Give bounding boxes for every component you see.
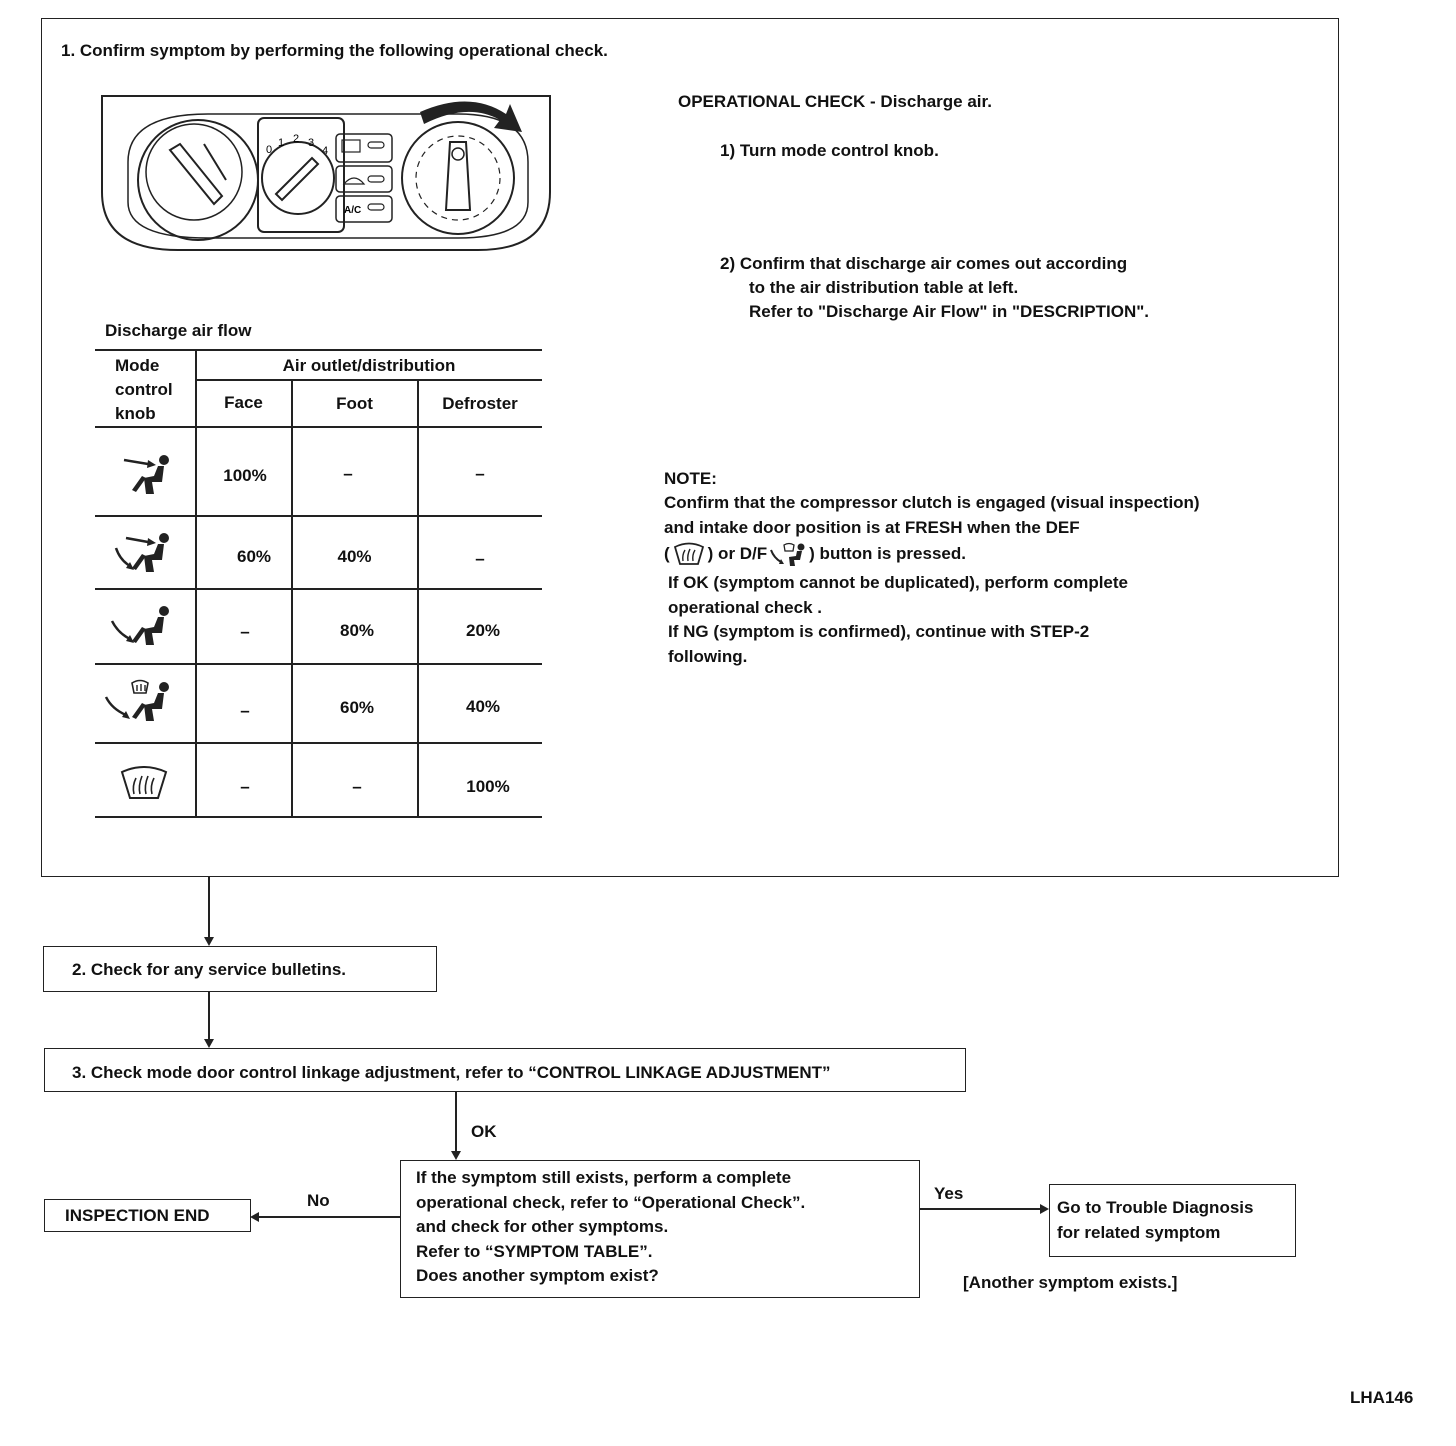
row1-defroster: –	[475, 464, 485, 483]
fan-label-4: 4	[322, 145, 329, 157]
df-button-icon	[769, 542, 807, 566]
table-vline-2	[291, 380, 293, 818]
table-title: Discharge air flow	[105, 321, 252, 340]
figure-id: LHA146	[1350, 1388, 1414, 1407]
no-label: No	[307, 1191, 330, 1210]
row1-face: 100%	[223, 466, 267, 485]
table-vline-3	[417, 380, 419, 818]
fan-label-2: 2	[293, 133, 300, 145]
row5-foot: –	[352, 777, 362, 796]
step1-title: 1. Confirm symptom by performing the following operational check.	[61, 41, 608, 60]
table-bottom-rule	[95, 816, 542, 818]
connector-yes	[920, 1208, 1040, 1210]
table-row-rule-3	[95, 663, 542, 665]
col-foot-header: Foot	[336, 394, 373, 413]
another-symptom-label: [Another symptom exists.]	[963, 1273, 1178, 1292]
row2-foot: 40%	[337, 547, 372, 566]
table-row-rule-2	[95, 588, 542, 590]
note-line-6: If NG (symptom is confirmed), continue with STEP-2	[668, 622, 1090, 641]
note-line-3	[664, 541, 966, 567]
col-mode-line-3: knob	[115, 404, 156, 423]
table-top-rule	[95, 349, 542, 351]
note-line-3b: ) or D/F	[707, 544, 768, 563]
fan-label-3: 3	[308, 137, 315, 149]
op-check-item-1: 1) Turn mode control knob.	[720, 141, 939, 160]
connector-2-3	[208, 992, 210, 1039]
connector-1-2	[208, 877, 210, 937]
decision-line-2: operational check, refer to “Operational Check”.	[416, 1193, 806, 1212]
fan-label-1: 1	[278, 137, 285, 149]
step2-text: 2. Check for any service bulletins.	[72, 960, 347, 979]
col-face-header: Face	[224, 393, 263, 412]
vent-mode-icon	[118, 452, 174, 498]
note-line-5: operational check .	[668, 598, 822, 617]
fan-speed-knob-icon	[258, 118, 344, 232]
row5-face: –	[240, 777, 250, 796]
arrow-1-2	[204, 937, 214, 946]
row2-face: 60%	[236, 547, 272, 566]
col-group-header: Air outlet/distribution	[282, 356, 456, 375]
bi-level-mode-icon	[112, 530, 174, 576]
row4-foot: 60%	[339, 698, 375, 717]
op-check-item-2-line-3: Refer to "Discharge Air Flow" in "DESCRIPTION".	[749, 302, 1149, 321]
decision-line-4: Refer to “SYMPTOM TABLE”.	[416, 1242, 653, 1261]
temperature-knob-icon	[138, 120, 258, 240]
note-line-2: and intake door position is at FRESH when the DEF	[664, 518, 1080, 537]
op-check-item-2-line-2: to the air distribution table at left.	[749, 278, 1019, 297]
defrost-mode-icon	[118, 766, 170, 802]
row3-defroster: 20%	[465, 621, 501, 640]
note-line-3a: (	[664, 544, 670, 563]
decision-line-5: Does another symptom exist?	[416, 1266, 659, 1285]
note-line-1: Confirm that the compressor clutch is engaged (visual inspection)	[664, 493, 1200, 512]
row2-defroster: –	[475, 549, 485, 568]
row3-face: –	[240, 622, 250, 641]
row5-defroster: 100%	[466, 777, 510, 796]
row4-face: –	[240, 701, 250, 720]
arrow-2-3	[204, 1039, 214, 1048]
row1-foot: –	[343, 464, 353, 483]
foot-defrost-mode-icon	[102, 679, 174, 725]
note-line-4: If OK (symptom cannot be duplicated), perform complete	[668, 573, 1128, 592]
decision-line-3: and check for other symptoms.	[416, 1217, 669, 1236]
note-line-7: following.	[668, 647, 748, 666]
note-heading: NOTE:	[664, 469, 717, 488]
arrow-yes	[1040, 1204, 1049, 1214]
step3-text: 3. Check mode door control linkage adjustment, refer to “CONTROL LINKAGE ADJUSTMENT”	[72, 1063, 831, 1082]
connector-no	[258, 1216, 400, 1218]
arrow-no	[250, 1212, 259, 1222]
row4-defroster: 40%	[465, 697, 501, 716]
col-defroster-header: Defroster	[442, 394, 518, 413]
op-check-heading: OPERATIONAL CHECK - Discharge air.	[678, 92, 992, 111]
table-row-rule-1	[95, 515, 542, 517]
ok-label: OK	[471, 1122, 497, 1141]
ac-button-label: A/C	[344, 205, 362, 216]
yes-label: Yes	[934, 1184, 964, 1203]
mode-control-knob-icon	[402, 122, 514, 234]
goto-line-1: Go to Trouble Diagnosis	[1057, 1198, 1254, 1217]
def-button-icon	[672, 542, 706, 566]
op-check-item-2-line-1: 2) Confirm that discharge air comes out according	[720, 254, 1128, 273]
control-panel-illustration	[98, 92, 554, 258]
table-vline-1	[195, 349, 197, 818]
decision-line-1: If the symptom still exists, perform a complete	[416, 1168, 792, 1187]
note-line-3c: ) button is pressed.	[809, 544, 966, 563]
table-header-rule	[95, 426, 542, 428]
col-mode-line-2: control	[115, 380, 173, 399]
foot-mode-icon	[108, 603, 174, 649]
row3-foot: 80%	[339, 621, 375, 640]
goto-line-2: for related symptom	[1057, 1223, 1221, 1242]
fan-label-0: 0	[266, 144, 273, 156]
inspection-end-text: INSPECTION END	[65, 1206, 210, 1225]
connector-3-decision	[455, 1092, 457, 1151]
table-row-rule-4	[95, 742, 542, 744]
arrow-3-decision	[451, 1151, 461, 1160]
table-group-rule	[196, 379, 542, 381]
col-mode-line-1: Mode	[115, 356, 160, 375]
